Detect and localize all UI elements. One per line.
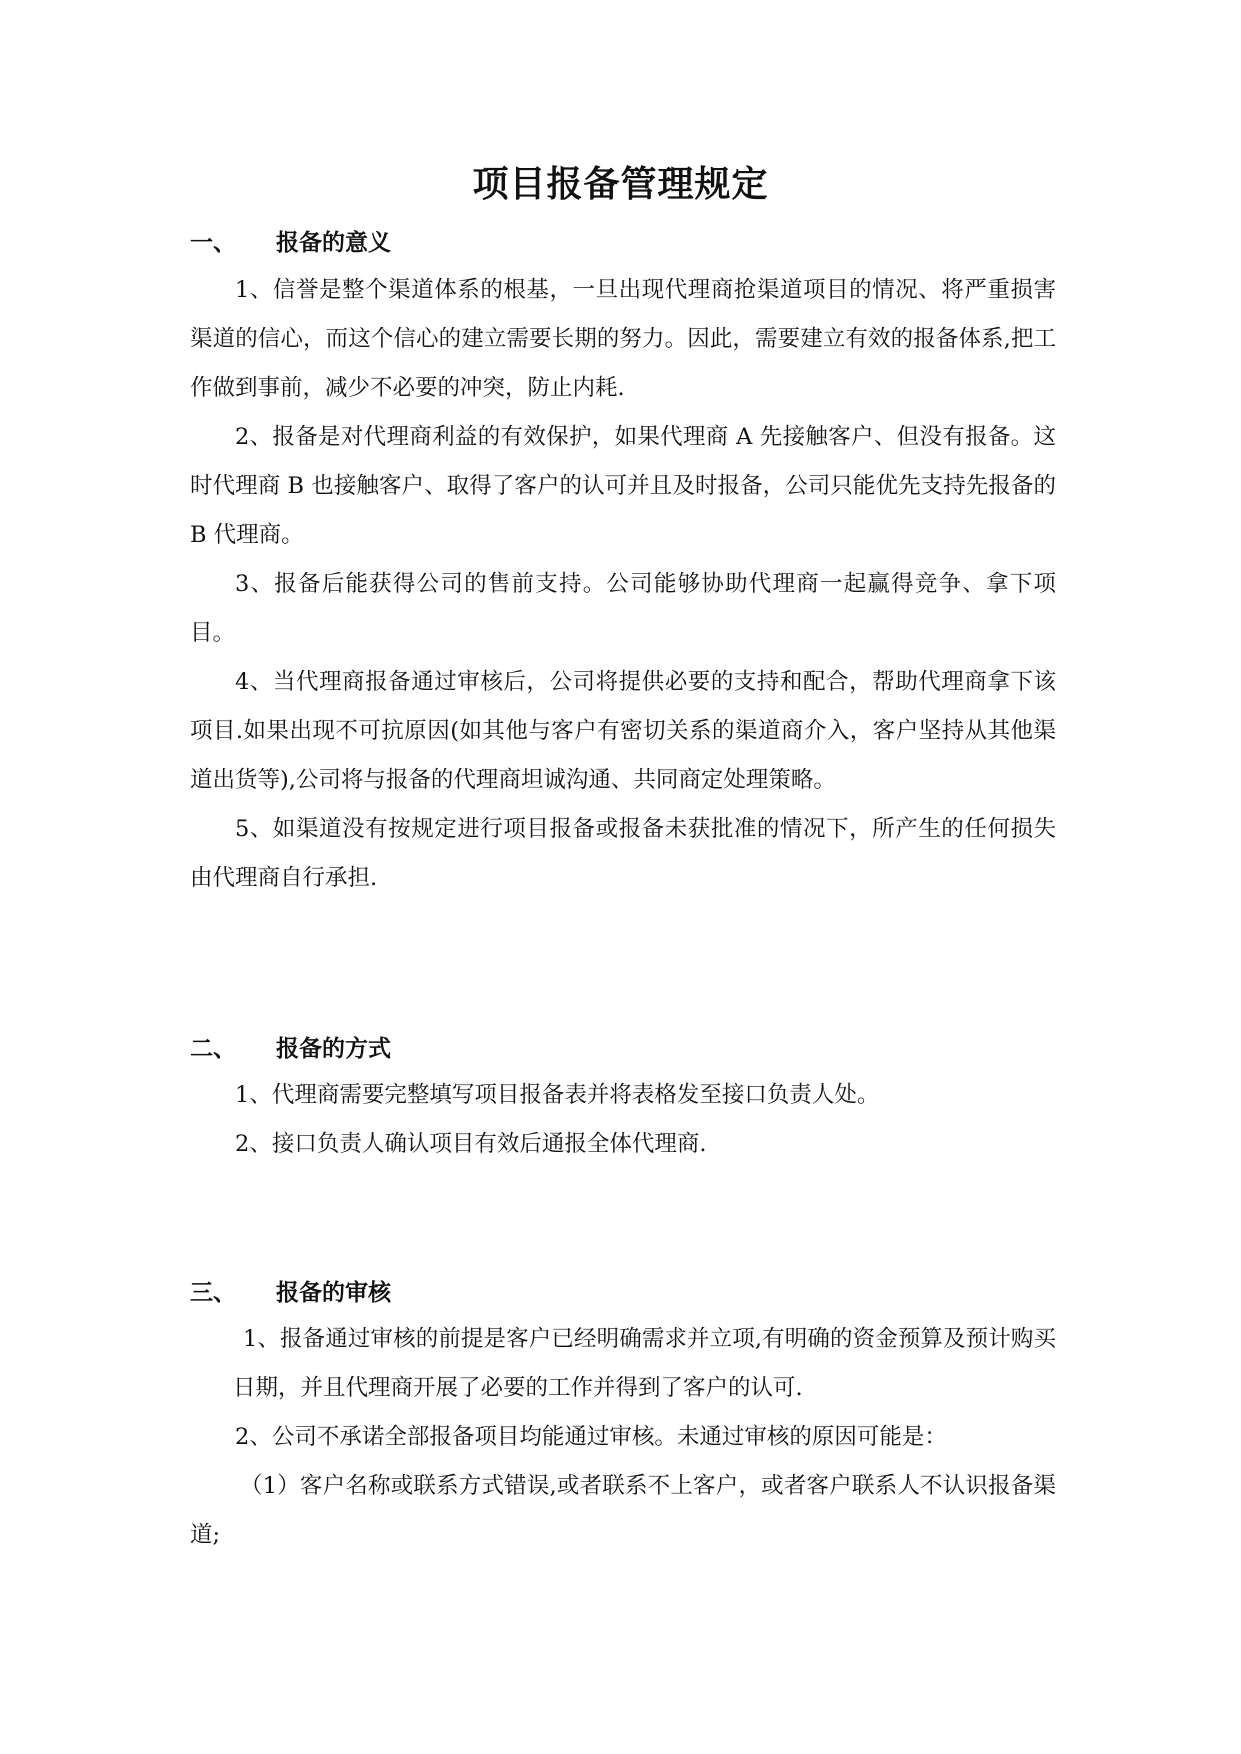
paragraph: （1）客户名称或联系方式错误,或者联系不上客户，或者客户联系人不认识报备渠道; — [190, 1473, 1056, 1548]
paragraph: 1、代理商需要完整填写项目报备表并将表格发至接口负责人处。 — [235, 1082, 880, 1108]
section-number: 一、 — [190, 229, 236, 256]
paragraph: 4、当代理商报备通过审核后，公司将提供必要的支持和配合，帮助代理商拿下该项目.如果出现不可抗原因(如其他与客户有密切关系的渠道商介入，客户坚持从其他渠道出货等),公司将与报备的代理商坦诚沟通、共同商定处理策略。 — [190, 669, 1056, 793]
document-title: 项目报备管理规定 — [472, 163, 769, 205]
paragraph: 5、如渠道没有按规定进行项目报备或报备未获批准的情况下，所产生的任何损失由代理商自行承担. — [190, 816, 1056, 891]
paragraph: 3、报备后能获得公司的售前支持。公司能够协助代理商一起赢得竞争、拿下项目。 — [190, 571, 1056, 646]
paragraph: 2、公司不承诺全部报备项目均能通过审核。未通过审核的原因可能是： — [235, 1424, 947, 1450]
section-number: 三、 — [190, 1279, 236, 1306]
section-title: 报备的方式 — [276, 1035, 391, 1062]
section-title: 报备的意义 — [276, 229, 391, 256]
paragraph: 1、报备通过审核的前提是客户已经明确需求并立项,有明确的资金预算及预计购买日期，并且代理商开展了必要的工作并得到了客户的认可. — [233, 1326, 1056, 1401]
paragraph: 1、信誉是整个渠道体系的根基，一旦出现代理商抢渠道项目的情况、将严重损害渠道的信心，而这个信心的建立需要长期的努力。因此，需要建立有效的报备体系,把工作做到事前，减少不必要的冲突，防止内耗. — [190, 277, 1056, 401]
section-heading-1 — [190, 223, 590, 263]
section-number: 二、 — [190, 1035, 236, 1062]
section-heading-3 — [190, 1273, 590, 1313]
paragraph: 2、接口负责人确认项目有效后通报全体代理商. — [235, 1131, 707, 1157]
paragraph: 2、报备是对代理商利益的有效保护，如果代理商 A 先接触客户、但没有报备。这时代理商 B 也接触客户、取得了客户的认可并且及时报备，公司只能优先支持先报备的 B 代理商。 — [190, 424, 1056, 548]
section-heading-2 — [190, 1029, 590, 1069]
section-title: 报备的审核 — [276, 1279, 391, 1306]
